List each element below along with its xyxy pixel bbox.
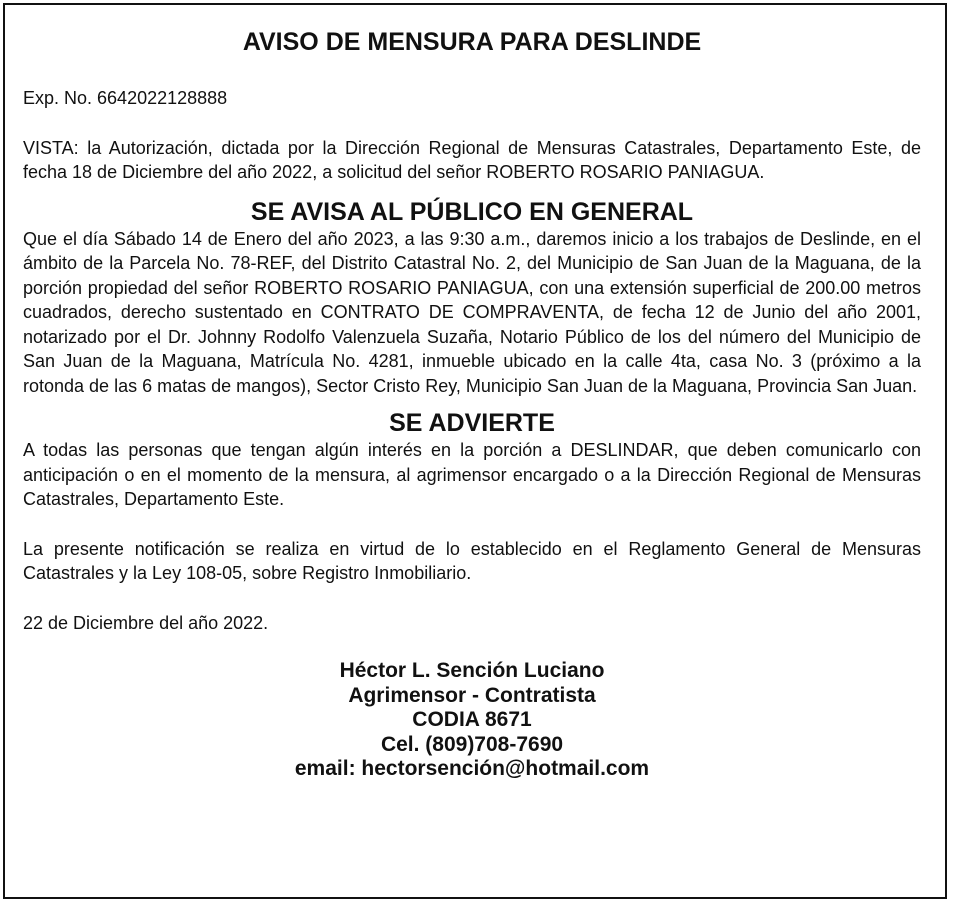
signature-block [23,659,921,782]
aviso-heading: SE AVISA AL PÚBLICO EN GENERAL [250,197,694,226]
notice-title: AVISO DE MENSURA PARA DESLINDE [242,28,702,56]
aviso-paragraph: Que el día Sábado 14 de Enero del año 2023, a las 9:30 a.m., daremos inicio a los trabajos de Deslinde, en el ámbito de la Parcela No. 78-REF, del Distrito Catastral No. 2, del Municipio de San Juan de la Maguana, de la porción propiedad del señor ROBERTO ROSARIO PANIAGUA, con una extensión superficial de 200.00 metros cuadrados, derecho sustentado en CONTRATO DE COMPRAVENTA, de fecha 12 de Junio del año 2001, notarizado por el Dr. Johnny Rodolfo Valenzuela Suzaña, Notario Público de los del número del Municipio de San Juan de la Maguana, Matrícula No. 4281, inmueble ubicado en la calle 4ta, casa No. 3 (próximo a la rotonda de las 6 matas de mangos), Sector Cristo Rey, Municipio San Juan de la Maguana, Provincia San Juan. [23,228,921,396]
expediente-number: Exp. No. 6642022128888 [23,88,228,108]
signer-role: Agrimensor - Contratista [348,683,596,707]
notice-date: 22 de Diciembre del año 2022. [23,612,269,633]
legal-notice [3,3,947,899]
signer-name: Héctor L. Sención Luciano [339,659,605,682]
vista-paragraph: VISTA: la Autorización, dictada por la Dirección Regional de Mensuras Catastrales, Departamento Este, de fecha 18 de Diciembre del año 2022, a solicitud del señor ROBERTO ROSARIO PANIAGUA. [23,137,921,182]
advierte-heading: SE ADVIERTE [389,409,555,437]
signer-email: email: hectorsención@hotmail.com [294,757,650,780]
signer-phone: Cel. (809)708-7690 [380,732,564,756]
signer-codia: CODIA 8671 [412,708,532,731]
notificacion-paragraph: La presente notificación se realiza en virtud de lo establecido en el Reglamento General de Mensuras Catastrales y la Ley 108-05, sobre Registro Inmobiliario. [23,538,921,583]
advierte-paragraph: A todas las personas que tengan algún interés en la porción a DESLINDAR, que deben comunicarlo con anticipación o en el momento de la mensura, al agrimensor encargado o a la Dirección Regional de Mensuras Catastrales, Departamento Este. [23,440,921,509]
